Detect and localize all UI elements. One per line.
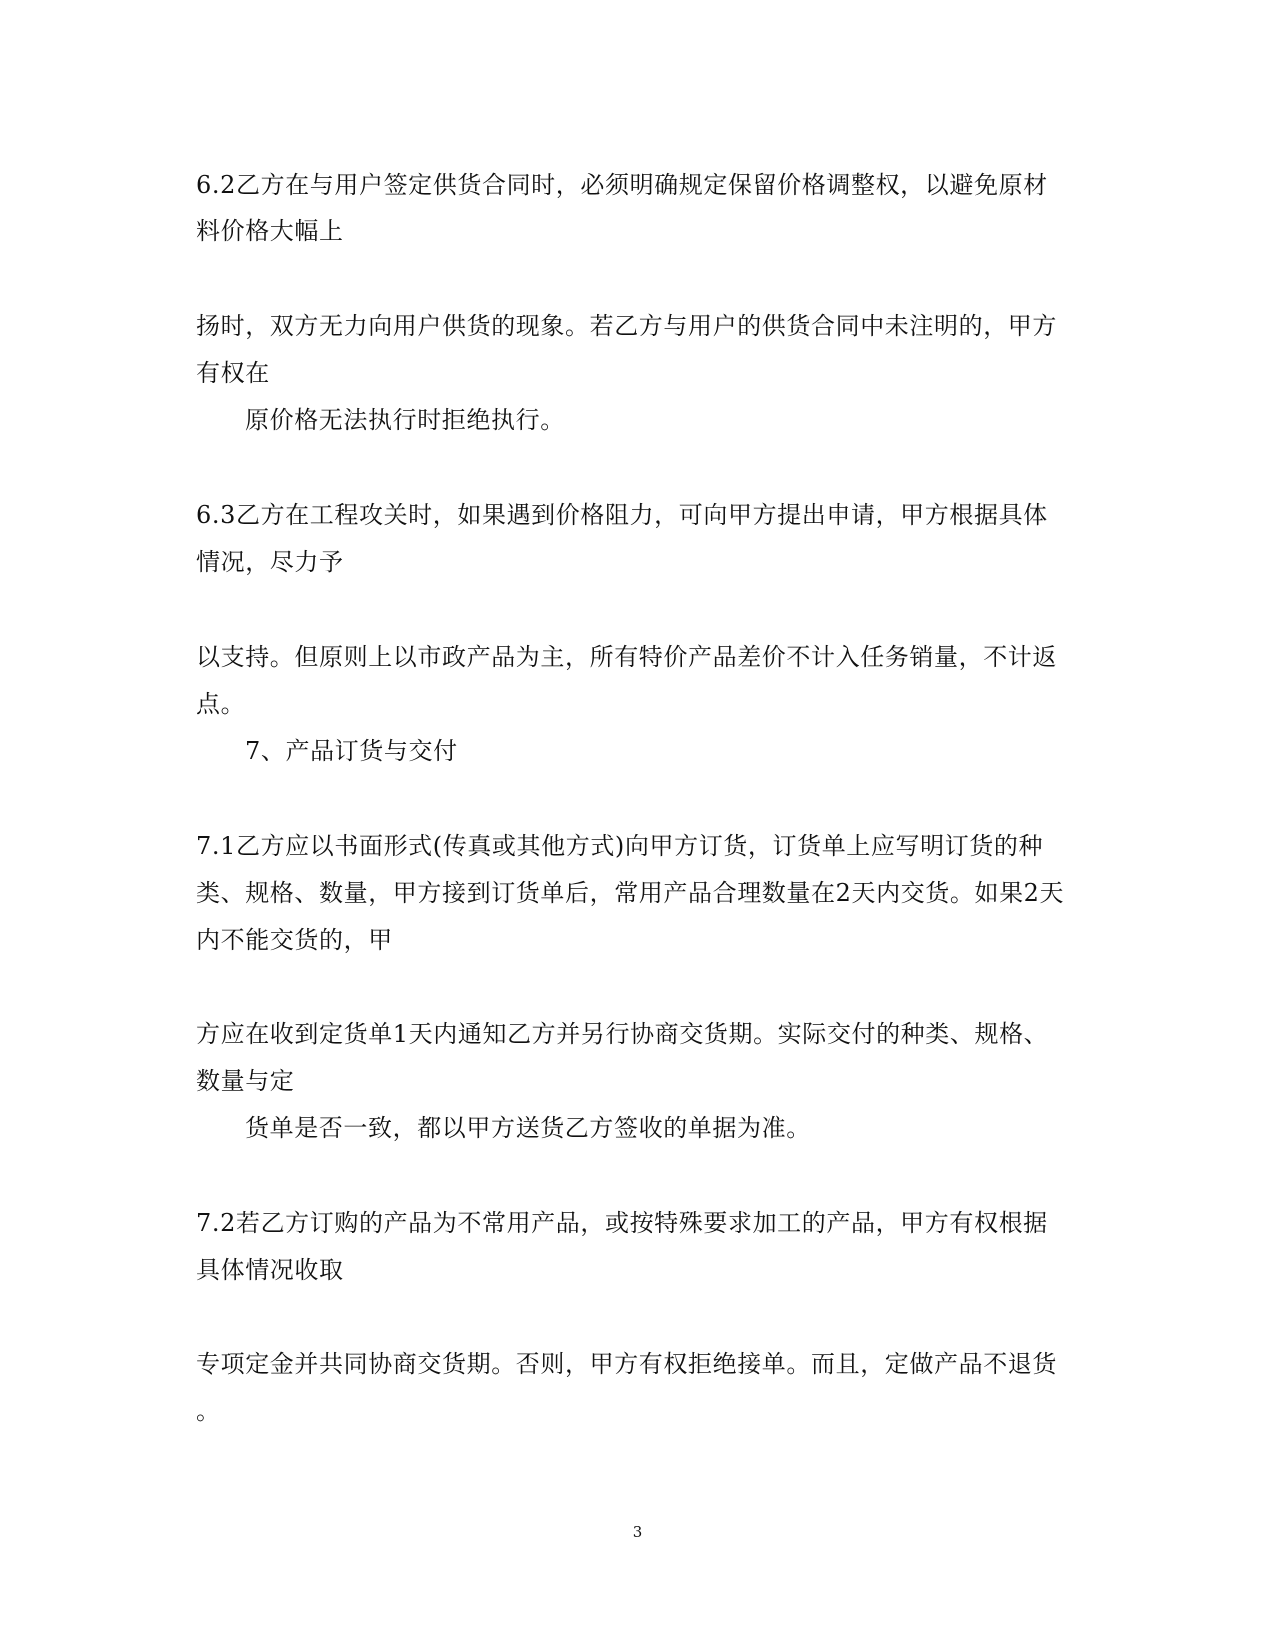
text-line: 料价格大幅上 (196, 217, 344, 245)
text-line: 有权在 (196, 359, 270, 387)
text-line: 货单是否一致，都以甲方送货乙方签收的单据为准。 (245, 1114, 811, 1142)
text-line: 6.2乙方在与用户签定供货合同时，必须明确规定保留价格调整权，以避免原材 (196, 171, 1048, 199)
text-line: 专项定金并共同协商交货期。否则，甲方有权拒绝接单。而且，定做产品不退货 (196, 1350, 1057, 1378)
text-line: 方应在收到定货单1天内通知乙方并另行协商交货期。实际交付的种类、规格、 (196, 1020, 1049, 1048)
section-heading: 7、产品订货与交付 (245, 737, 458, 765)
text-line: 具体情况收取 (196, 1256, 344, 1284)
text-line: 类、规格、数量，甲方接到订货单后，常用产品合理数量在2天内交货。如果2天 (196, 879, 1065, 907)
text-line: 6.3乙方在工程攻关时，如果遇到价格阻力，可向甲方提出申请，甲方根据具体 (196, 501, 1048, 529)
text-line: 原价格无法执行时拒绝执行。 (245, 406, 565, 434)
text-line: 以支持。但原则上以市政产品为主，所有特价产品差价不计入任务销量，不计返 (196, 643, 1057, 671)
text-line: 7.1乙方应以书面形式(传真或其他方式)向甲方订货，订货单上应写明订货的种 (196, 832, 1044, 860)
page-number: 3 (632, 1523, 643, 1541)
text-line: 扬时，双方无力向用户供货的现象。若乙方与用户的供货合同中未注明的，甲方 (196, 312, 1057, 340)
text-line: 内不能交货的，甲 (196, 926, 393, 954)
text-line: 数量与定 (196, 1067, 295, 1095)
text-line: 情况，尽力予 (196, 548, 344, 576)
text-line: 点。 (196, 690, 246, 718)
text-line: 。 (196, 1397, 221, 1425)
text-line: 7.2若乙方订购的产品为不常用产品，或按特殊要求加工的产品，甲方有权根据 (196, 1209, 1048, 1237)
